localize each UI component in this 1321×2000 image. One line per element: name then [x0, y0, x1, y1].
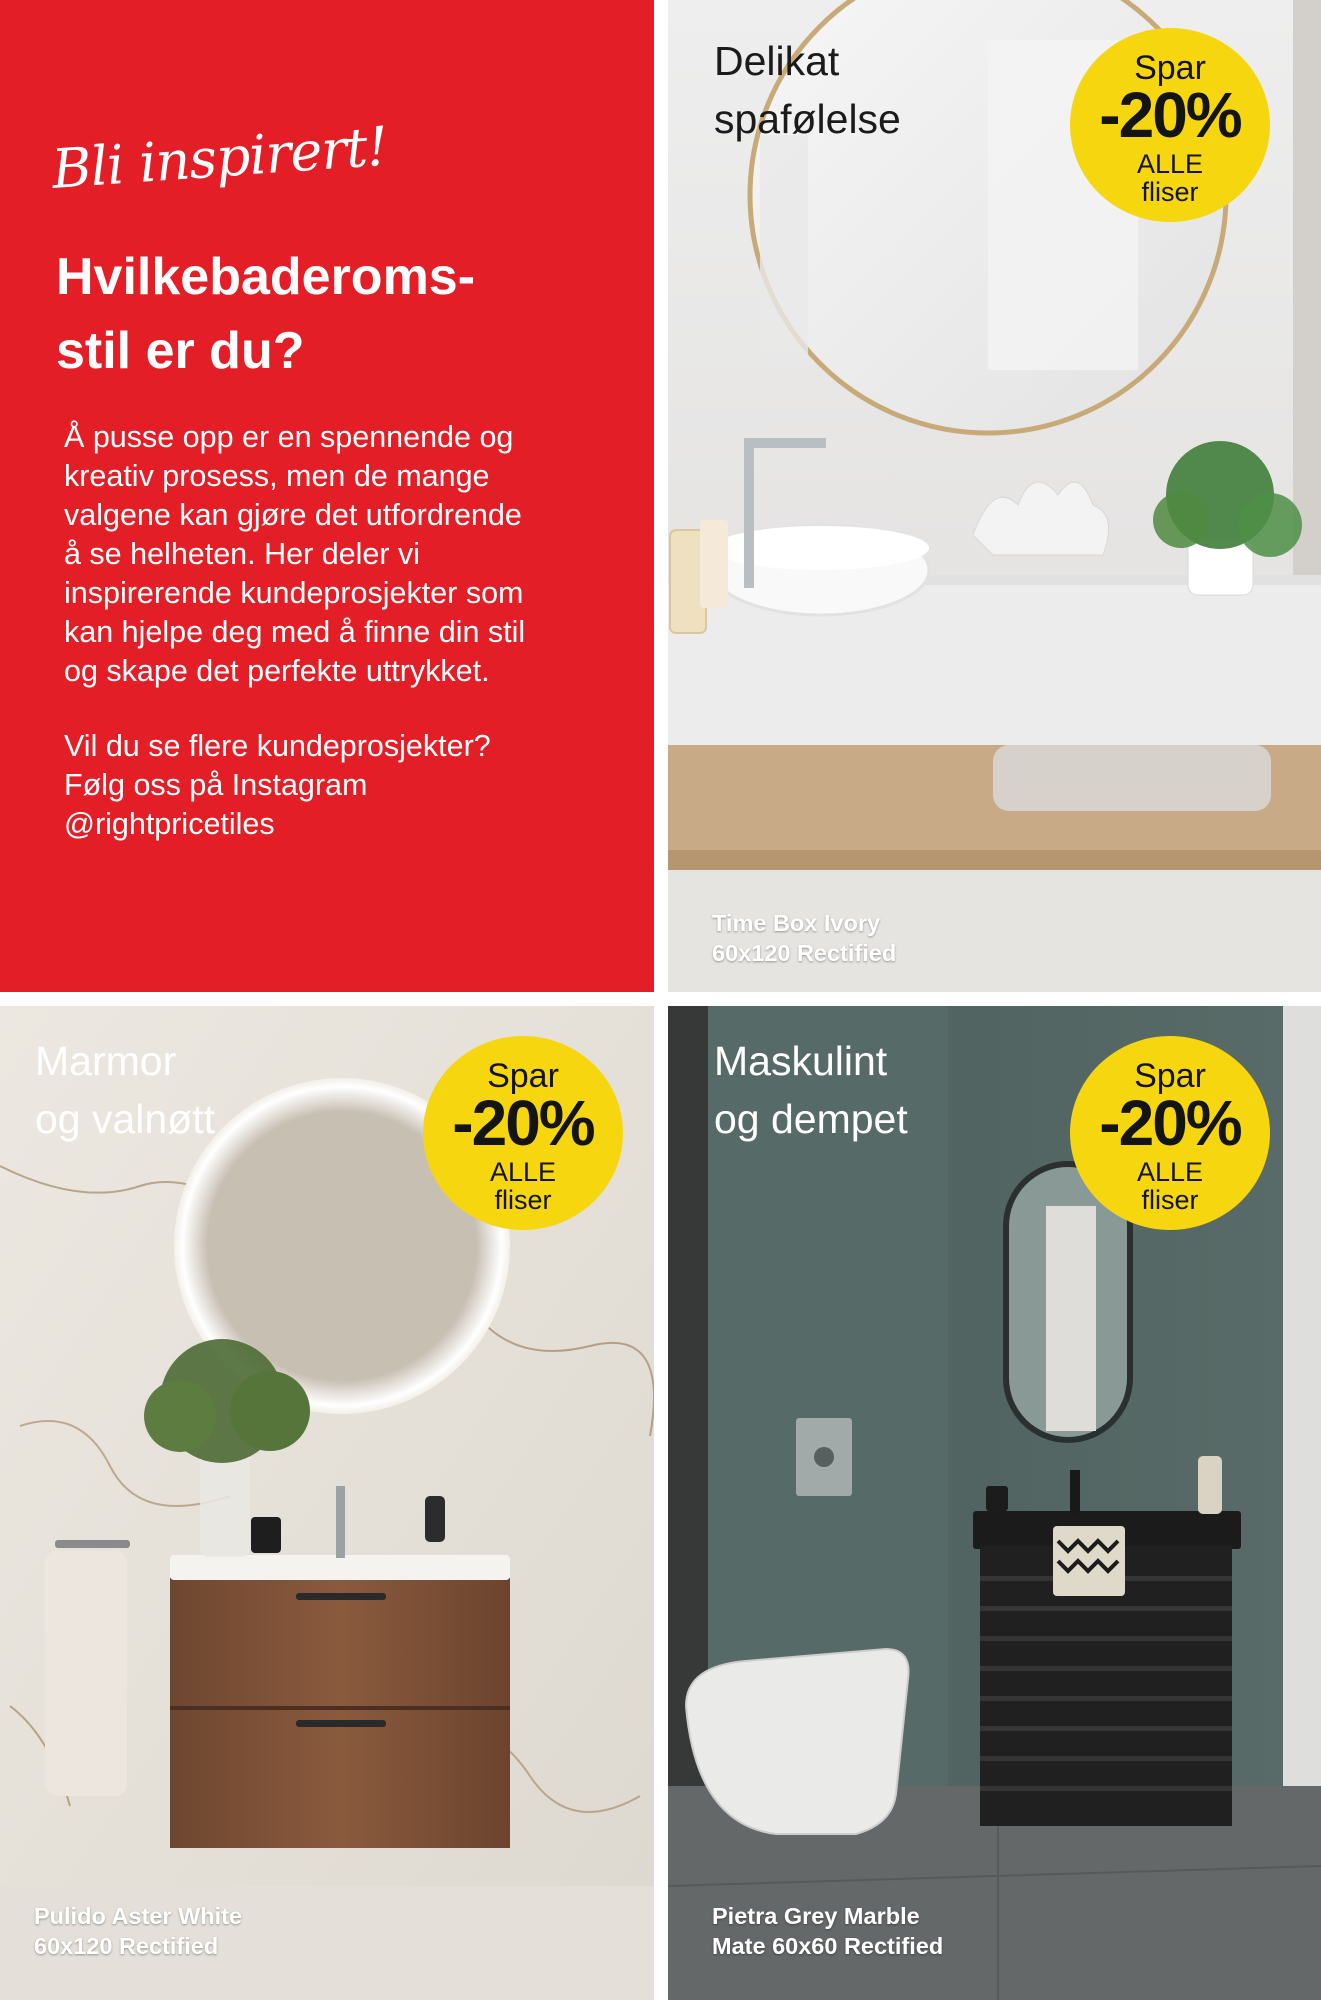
title-line: Maskulint	[714, 1038, 888, 1084]
title-line: og valnøtt	[35, 1096, 216, 1142]
style-title	[714, 1032, 974, 1148]
badge-percent: -20%	[1099, 79, 1241, 151]
style-card-marmor[interactable]	[0, 1006, 654, 2000]
badge-spar: Spar	[487, 1057, 559, 1095]
instagram-cta	[64, 727, 624, 844]
style-card-delikat[interactable]	[668, 0, 1321, 992]
badge-spar: Spar	[1134, 1057, 1206, 1095]
badge-fliser: fliser	[494, 1185, 552, 1215]
instagram-handle[interactable]: @rightpricetiles	[64, 807, 275, 841]
product-caption	[712, 908, 896, 968]
cta-line: Vil du se flere kundeprosjekter?	[64, 729, 491, 763]
caption-line: Mate 60x60 Rectified	[712, 1933, 944, 1959]
title-line: Delikat	[714, 38, 840, 84]
title-line: Marmor	[35, 1038, 177, 1084]
title-line: spafølelse	[714, 96, 901, 142]
caption-line: Time Box Ivory	[712, 910, 881, 936]
badge-fliser: fliser	[1141, 177, 1199, 207]
badge-spar: Spar	[1134, 49, 1206, 87]
style-title	[714, 32, 954, 148]
caption-line: 60x120 Rectified	[34, 1933, 219, 1959]
cta-line: Følg oss på Instagram	[64, 768, 368, 802]
discount-badge	[1070, 1036, 1270, 1230]
discount-badge	[423, 1036, 623, 1230]
badge-alle: ALLE	[1136, 149, 1204, 179]
caption-line: Pulido Aster White	[34, 1903, 243, 1929]
badge-fliser: fliser	[1141, 1185, 1199, 1215]
product-caption	[712, 1901, 943, 1961]
intro-heading	[56, 240, 616, 388]
badge-alle: ALLE	[489, 1157, 557, 1187]
body-line: inspirerende kundeprosjekter som	[64, 576, 524, 610]
body-line: Å pusse opp er en spennende og	[64, 420, 514, 454]
title-line: og dempet	[714, 1096, 908, 1142]
body-line: valgene kan gjøre det utfordrende	[64, 498, 522, 532]
style-card-maskulint[interactable]	[668, 1006, 1321, 2000]
style-title	[35, 1032, 275, 1148]
body-line: og skape det perfekte uttrykket.	[64, 654, 490, 688]
badge-alle: ALLE	[1136, 1157, 1204, 1187]
product-caption	[34, 1901, 242, 1961]
heading-line: Hvilkebaderoms-	[56, 248, 476, 306]
intro-body-text	[64, 418, 624, 691]
caption-line: 60x120 Rectified	[712, 940, 897, 966]
badge-percent: -20%	[452, 1087, 594, 1159]
intro-panel	[0, 0, 654, 992]
body-line: å se helheten. Her deler vi	[64, 537, 421, 571]
caption-line: Pietra Grey Marble	[712, 1903, 920, 1929]
discount-badge	[1070, 28, 1270, 222]
script-title: Bli inspirert!	[49, 114, 390, 201]
body-line: kreativ prosess, men de mange	[64, 459, 490, 493]
body-line: kan hjelpe deg med å finne din stil	[64, 615, 526, 649]
badge-percent: -20%	[1099, 1087, 1241, 1159]
heading-line: stil er du?	[56, 322, 305, 380]
